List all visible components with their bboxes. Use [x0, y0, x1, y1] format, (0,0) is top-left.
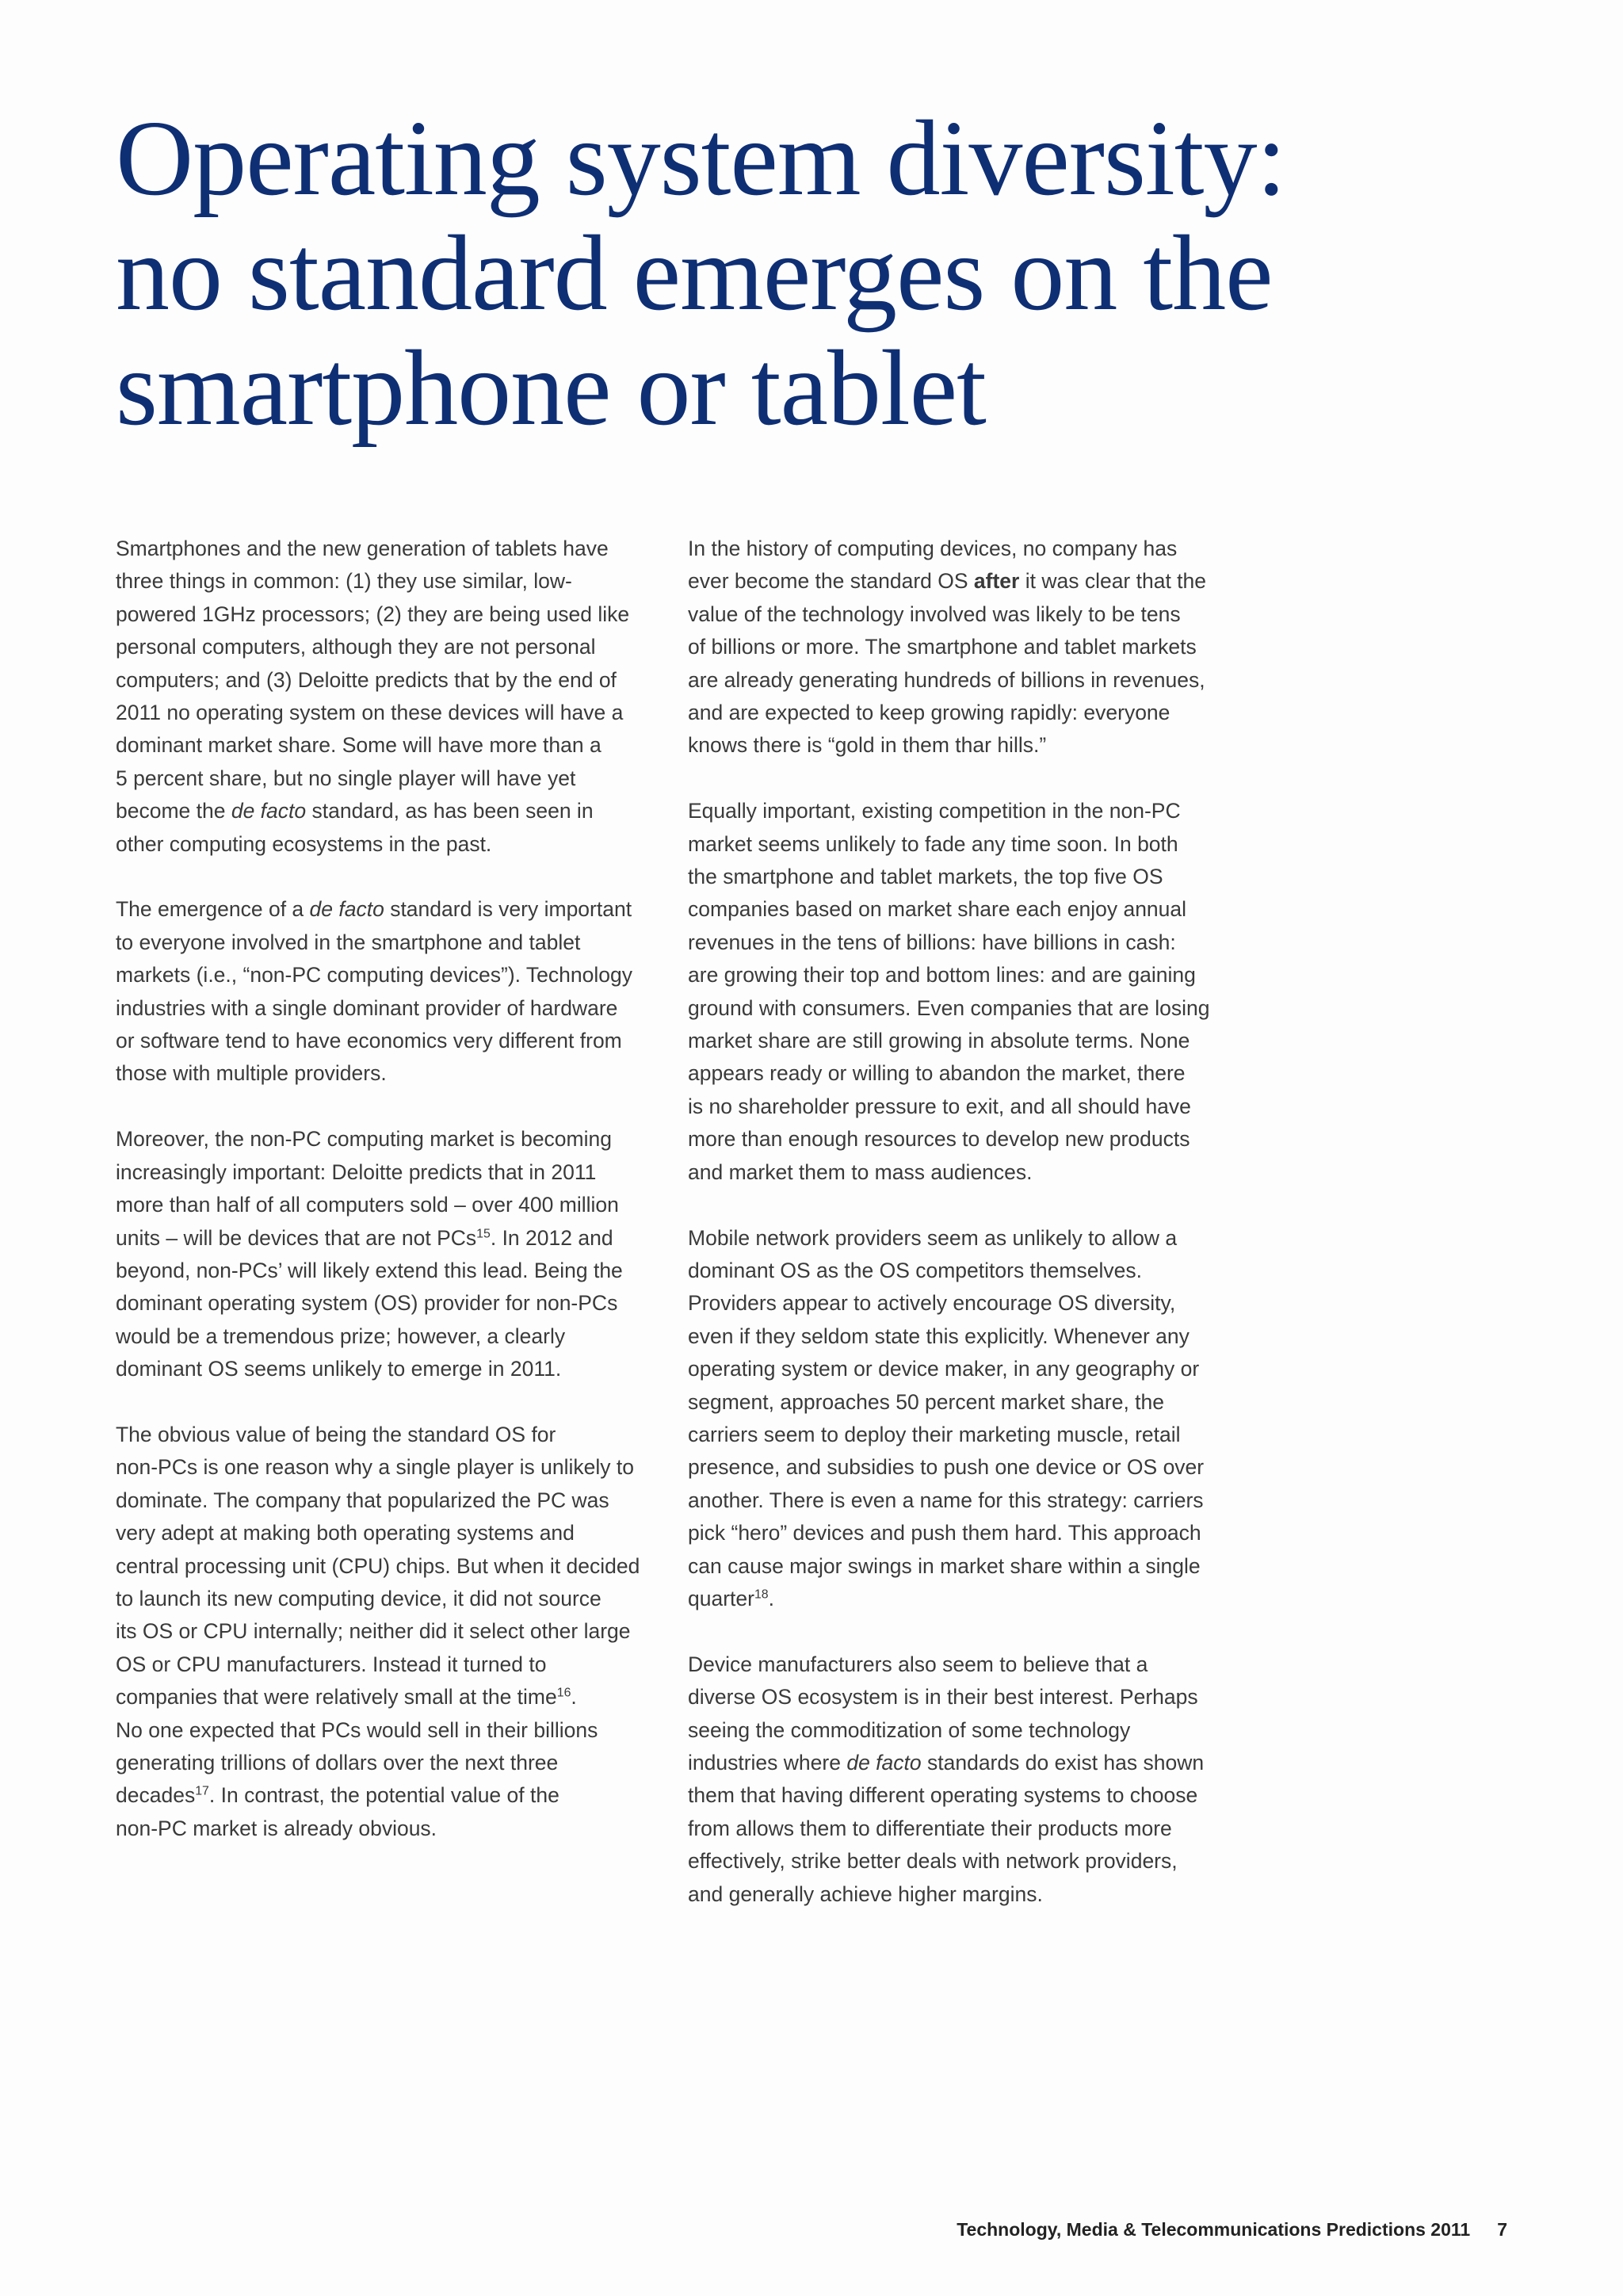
- text-line: another. There is even a name for this strategy: carriers: [688, 1488, 1204, 1512]
- paragraph: [116, 893, 655, 1090]
- text-line: segment, approaches 50 percent market share, the: [688, 1389, 1165, 1414]
- text-line: Providers appear to actively encourage OS diversity,: [688, 1291, 1176, 1316]
- text-line: its OS or CPU internally; neither did it select other large: [116, 1619, 631, 1644]
- text-line: OS or CPU manufacturers. Instead it turned to: [116, 1652, 547, 1676]
- text-run: become the: [116, 799, 231, 823]
- text-line: [116, 893, 655, 926]
- emphasis-italic: de facto: [231, 799, 307, 823]
- text-line: market seems unlikely to fade any time soon. In both: [688, 831, 1178, 856]
- paragraph: [688, 533, 1243, 762]
- text-line: dominant OS seems unlikely to emerge in 2011.: [116, 1357, 562, 1381]
- text-run: standards do exist has shown: [921, 1750, 1205, 1775]
- paragraph: [116, 533, 655, 861]
- text-line: In the history of computing devices, no company has: [688, 537, 1178, 560]
- title-line: smartphone or tablet: [116, 329, 986, 448]
- text-run: The emergence of a: [116, 897, 310, 922]
- text-line: diverse OS ecosystem is in their best interest. Perhaps: [688, 1685, 1198, 1710]
- text-line: ground with consumers. Even companies that are losing: [688, 995, 1210, 1020]
- paragraph: [116, 1123, 655, 1385]
- text-run: it was clear that the: [1019, 569, 1207, 594]
- text-line: knows there is “gold in them thar hills.”: [688, 733, 1047, 758]
- text-line: [688, 565, 1243, 598]
- text-line: increasingly important: Deloitte predicts that in 2011: [116, 1159, 597, 1184]
- text-line: [116, 1681, 655, 1713]
- text-line: companies based on market share each enjoy annual: [688, 897, 1187, 922]
- text-line: is no shareholder pressure to exit, and all should have: [688, 1094, 1191, 1118]
- text-run: quarter: [688, 1586, 754, 1610]
- title-line: Operating system diversity:: [116, 99, 1286, 218]
- text-run: standard is very important: [384, 897, 632, 922]
- text-line: them that having different operating systems to choose: [688, 1783, 1198, 1808]
- text-line: very adept at making both operating systems and: [116, 1521, 575, 1545]
- paragraph: [688, 1648, 1243, 1911]
- text-line: No one expected that PCs would sell in their billions: [116, 1717, 598, 1742]
- text-line: industries with a single dominant provider of hardware: [116, 995, 618, 1020]
- text-line: to launch its new computing device, it did not source: [116, 1586, 601, 1610]
- text-line: dominant OS as the OS competitors themselves.: [688, 1258, 1142, 1282]
- text-line: the smartphone and tablet markets, the top five OS: [688, 865, 1163, 889]
- page-number: 7: [1497, 2219, 1507, 2240]
- text-run: .: [571, 1685, 577, 1710]
- publication-title: Technology, Media & Telecommunications Predictions 2011: [957, 2219, 1471, 2240]
- text-line: powered 1GHz processors; (2) they are being used like: [116, 602, 630, 626]
- text-run: .: [768, 1586, 775, 1610]
- text-line: [116, 795, 655, 827]
- paragraph: [688, 795, 1243, 1189]
- text-line: more than half of all computers sold – over 400 million: [116, 1193, 619, 1217]
- text-line: and market them to mass audiences.: [688, 1159, 1033, 1184]
- text-line: [116, 1779, 655, 1812]
- paragraph: [688, 1222, 1243, 1616]
- emphasis-italic: de facto: [846, 1750, 922, 1775]
- text-line: dominant operating system (OS) provider for non-PCs: [116, 1291, 618, 1316]
- emphasis-italic: de facto: [309, 897, 384, 922]
- text-line: would be a tremendous prize; however, a clearly: [116, 1324, 566, 1348]
- text-line: to everyone involved in the smartphone and tablet: [116, 930, 581, 954]
- text-line: Mobile network providers seem as unlikely to allow a: [688, 1225, 1178, 1250]
- paragraph: [116, 1419, 655, 1845]
- text-line: revenues in the tens of billions: have billions in cash:: [688, 930, 1176, 954]
- text-line: generating trillions of dollars over the next three: [116, 1750, 559, 1775]
- text-line: or software tend to have economics very different from: [116, 1029, 622, 1053]
- text-line: pick “hero” devices and push them hard. This approach: [688, 1521, 1201, 1545]
- text-line: non-PC market is already obvious.: [116, 1816, 437, 1840]
- emphasis-bold: after: [973, 569, 1020, 594]
- text-line: dominate. The company that popularized the PC was: [116, 1488, 609, 1512]
- text-run: companies that were relatively small at the time: [116, 1685, 557, 1710]
- text-line: are growing their top and bottom lines: and are gaining: [688, 963, 1196, 988]
- text-line: [688, 1747, 1243, 1779]
- text-line: carriers seem to deploy their marketing muscle, retail: [688, 1422, 1181, 1446]
- text-line: personal computers, although they are not personal: [116, 635, 596, 659]
- footnote-reference: 16: [556, 1686, 571, 1700]
- text-line: market share are still growing in absolute terms. None: [688, 1029, 1190, 1053]
- right-column: [688, 533, 1243, 1943]
- text-line: beyond, non-PCs’ will likely extend this lead. Being the: [116, 1258, 623, 1282]
- text-line: more than enough resources to develop new products: [688, 1127, 1190, 1152]
- text-line: even if they seldom state this explicitly. Whenever any: [688, 1324, 1190, 1348]
- text-line: can cause major swings in market share within a single: [688, 1553, 1201, 1578]
- footnote-reference: 15: [476, 1226, 491, 1240]
- text-line: from allows them to differentiate their products more: [688, 1816, 1172, 1840]
- text-line: are already generating hundreds of billions in revenues,: [688, 667, 1205, 692]
- page-title: [116, 101, 1463, 446]
- text-line: of billions or more. The smartphone and tablet markets: [688, 635, 1197, 659]
- text-line: those with multiple providers.: [116, 1061, 387, 1086]
- text-line: three things in common: (1) they use similar, low-: [116, 569, 572, 594]
- text-line: markets (i.e., “non-PC computing devices”). Technology: [116, 963, 632, 988]
- text-line: Moreover, the non-PC computing market is becoming: [116, 1127, 612, 1152]
- text-line: Equally important, existing competition in the non-PC: [688, 799, 1181, 823]
- text-line: [688, 1583, 1243, 1615]
- text-run: . In 2012 and: [490, 1225, 613, 1250]
- text-line: presence, and subsidies to push one device or OS over: [688, 1455, 1205, 1480]
- text-run: industries where: [688, 1750, 847, 1775]
- text-line: operating system or device maker, in any geography or: [688, 1357, 1200, 1381]
- text-run: ever become the standard OS: [688, 569, 974, 594]
- text-line: dominant market share. Some will have more than a: [116, 733, 601, 758]
- text-line: central processing unit (CPU) chips. But when it decided: [116, 1553, 640, 1578]
- text-run: decades: [116, 1783, 196, 1808]
- text-line: 5 percent share, but no single player will have yet: [116, 766, 576, 790]
- text-line: effectively, strike better deals with network providers,: [688, 1849, 1178, 1874]
- text-run: units – will be devices that are not PCs: [116, 1225, 477, 1250]
- title-line: no standard emerges on the: [116, 214, 1273, 333]
- footnote-reference: 18: [754, 1587, 769, 1602]
- text-line: Device manufacturers also seem to believe that a: [688, 1652, 1148, 1676]
- text-line: appears ready or willing to abandon the market, there: [688, 1061, 1186, 1086]
- text-line: Smartphones and the new generation of tablets have: [116, 537, 609, 560]
- text-line: seeing the commoditization of some technology: [688, 1717, 1131, 1742]
- text-run: . In contrast, the potential value of the: [208, 1783, 559, 1808]
- text-line: and are expected to keep growing rapidly: everyone: [688, 701, 1170, 725]
- text-line: computers; and (3) Deloitte predicts that by the end of: [116, 667, 617, 692]
- footnote-reference: 17: [195, 1784, 209, 1798]
- text-line: value of the technology involved was likely to be tens: [688, 602, 1181, 626]
- text-run: standard, as has been seen in: [306, 799, 594, 823]
- text-line: and generally achieve higher margins.: [688, 1881, 1043, 1906]
- left-column: [116, 533, 655, 1878]
- text-line: non-PCs is one reason why a single player is unlikely to: [116, 1455, 634, 1480]
- text-line: 2011 no operating system on these devices will have a: [116, 701, 624, 725]
- page-footer: [957, 2219, 1507, 2241]
- text-line: The obvious value of being the standard OS for: [116, 1422, 556, 1446]
- text-line: [116, 1222, 655, 1255]
- text-line: other computing ecosystems in the past.: [116, 831, 492, 856]
